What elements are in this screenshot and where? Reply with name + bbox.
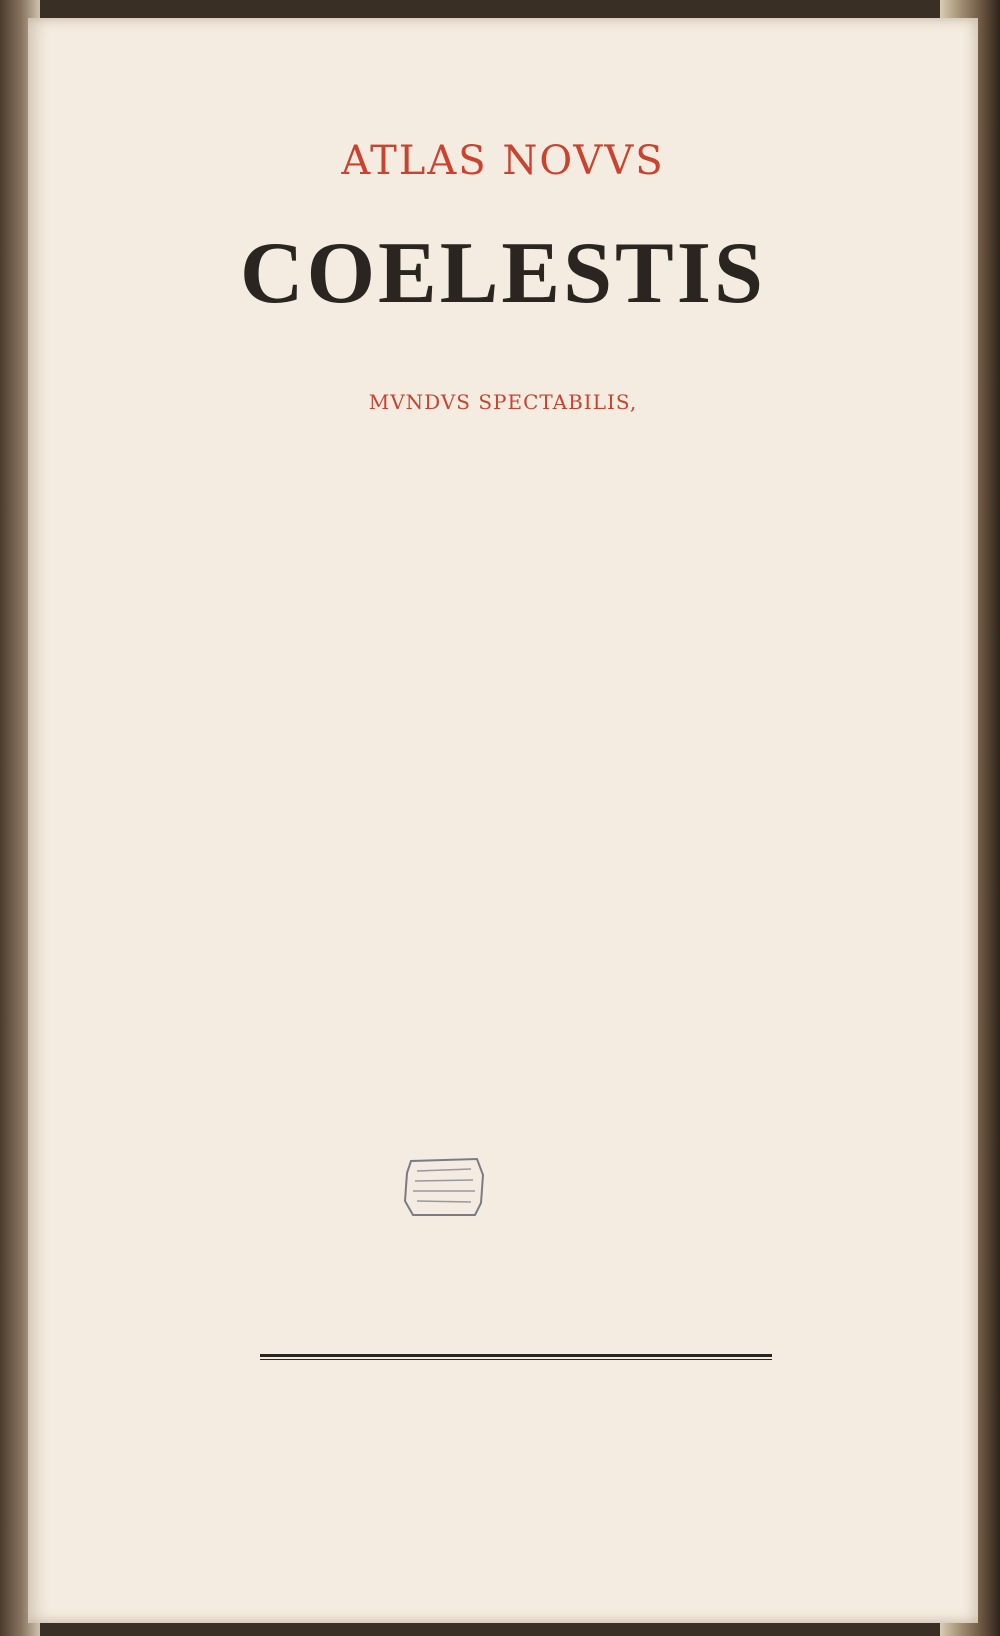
title-line-mundus-spectabilis: MVNDVS SPECTABILIS,	[368, 390, 638, 414]
title-page	[28, 18, 978, 1623]
library-stamp	[403, 1155, 485, 1219]
imprint-rule-thick	[260, 1354, 772, 1357]
title-line-atlas-novus: ATLAS NOVVS	[341, 138, 665, 184]
title-page-text	[28, 18, 978, 1623]
title-line-coelestis: COELESTIS	[240, 225, 766, 322]
imprint-rule-thin	[260, 1359, 772, 1360]
